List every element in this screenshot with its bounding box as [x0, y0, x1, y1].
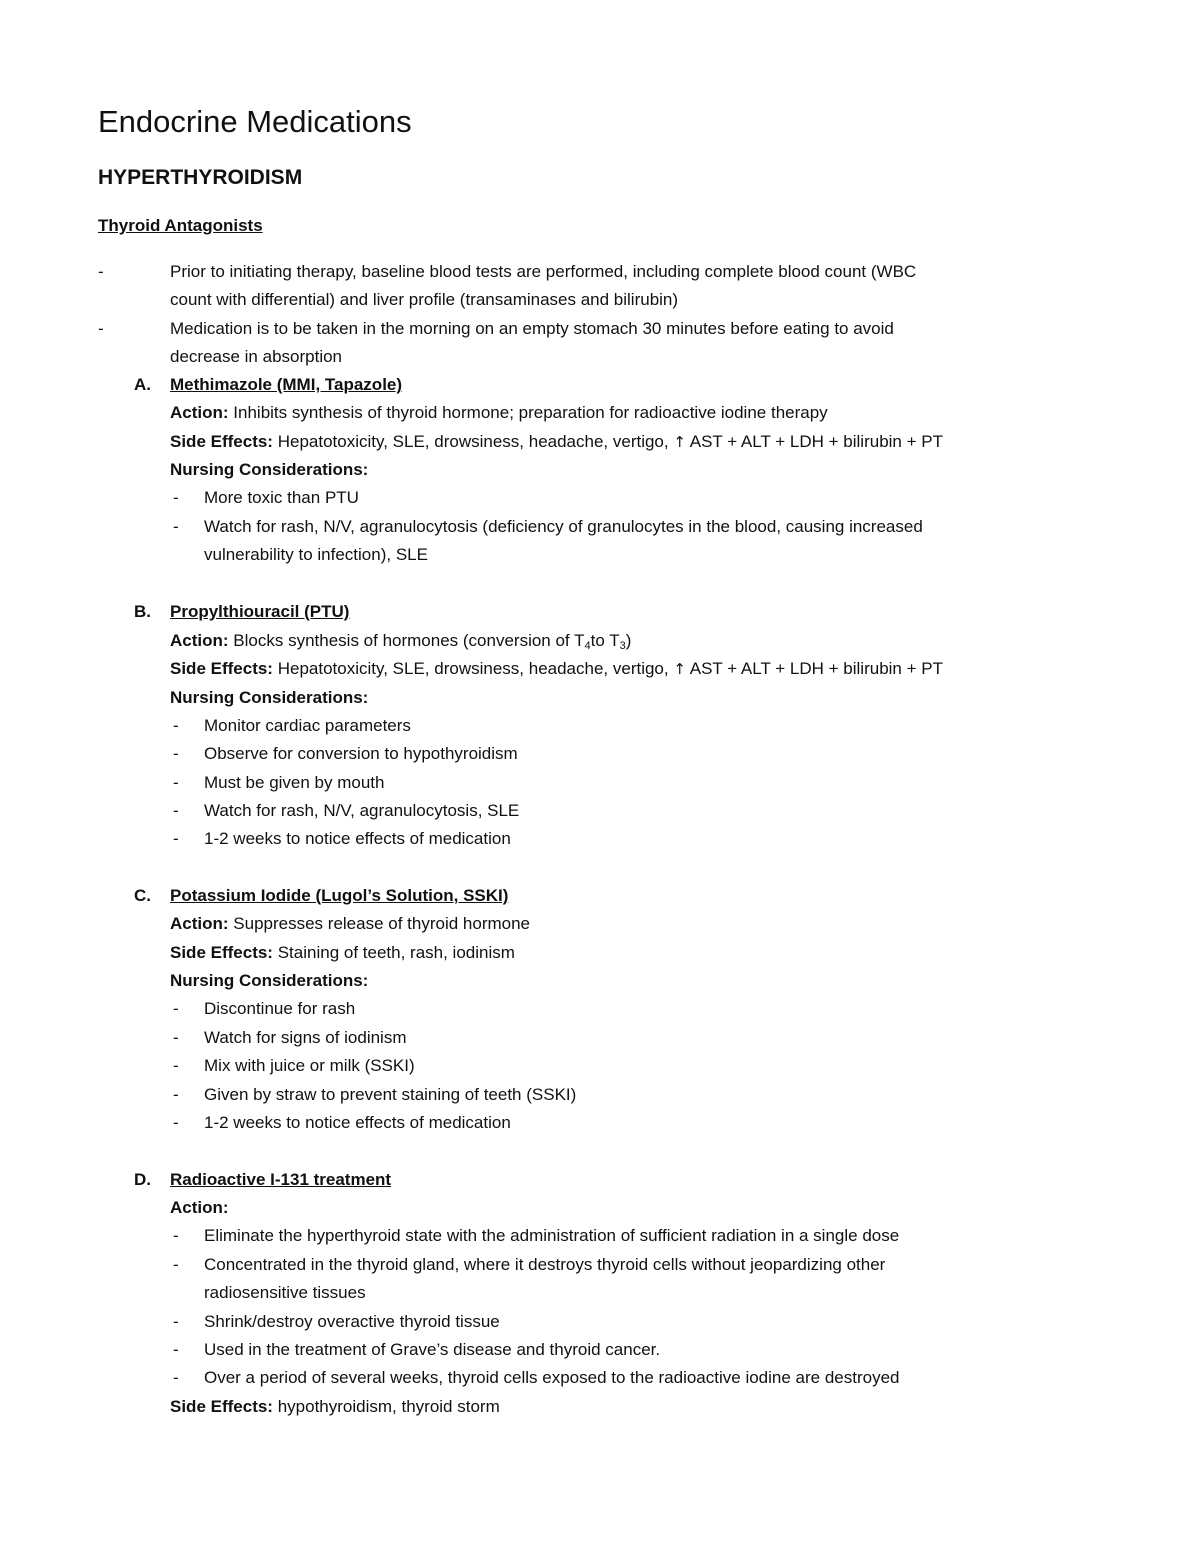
- section-heading: HYPERTHYROIDISM: [98, 166, 303, 189]
- drug-letter: A.: [134, 375, 151, 394]
- action-text: Eliminate the hyperthyroid state with the administration of sufficient radiation in a single dose: [204, 1226, 900, 1245]
- subscript: 3: [619, 640, 626, 652]
- document-title: Endocrine Medications: [98, 104, 412, 139]
- dash-marker: [173, 1024, 193, 1052]
- dash-marker: [173, 995, 193, 1023]
- side-effects-text: Hepatotoxicity, SLE, drowsiness, headache, vertigo,: [277, 432, 669, 451]
- nursing-text: Discontinue for rash: [204, 999, 356, 1018]
- drug-letter: D.: [134, 1170, 151, 1189]
- bullet-text: Prior to initiating therapy, baseline blood tests are performed, including complete blood count (WBC: [170, 262, 917, 281]
- side-effects-label: Side Effects:: [170, 432, 273, 451]
- dash-marker: [173, 1222, 193, 1250]
- side-effects-text: hypothyroidism, thyroid storm: [277, 1397, 500, 1416]
- action-text: radiosensitive tissues: [204, 1283, 366, 1302]
- nursing-text: 1-2 weeks to notice effects of medication: [204, 829, 511, 848]
- drug-letter: B.: [134, 602, 151, 621]
- nursing-text: Watch for signs of iodinism: [204, 1028, 407, 1047]
- side-effects-text: AST + ALT + LDH + bilirubin + PT: [689, 659, 943, 678]
- drug-name: Radioactive I-131 treatment: [170, 1170, 392, 1189]
- dash-marker: [173, 740, 193, 768]
- nursing-text: 1-2 weeks to notice effects of medication: [204, 1113, 511, 1132]
- dash-marker: [173, 1308, 193, 1336]
- nursing-text: Monitor cardiac parameters: [204, 716, 411, 735]
- action-text: to T: [590, 631, 620, 650]
- action-text: Over a period of several weeks, thyroid cells exposed to the radioactive iodine are destroyed: [204, 1368, 900, 1387]
- action-label: Action:: [170, 1198, 229, 1217]
- up-arrow-icon: ↑: [673, 433, 686, 451]
- drug-name: Methimazole (MMI, Tapazole): [170, 375, 403, 394]
- dash-marker: [173, 712, 193, 740]
- nursing-text: Watch for rash, N/V, agranulocytosis, SLE: [204, 801, 520, 820]
- action-text: Used in the treatment of Grave’s disease and thyroid cancer.: [204, 1340, 661, 1359]
- side-effects-label: Side Effects:: [170, 659, 273, 678]
- bullet-text: count with differential) and liver profile (transaminases and bilirubin): [170, 290, 679, 309]
- side-effects-text: Hepatotoxicity, SLE, drowsiness, headache, vertigo,: [277, 659, 669, 678]
- bullet-text: decrease in absorption: [170, 347, 343, 366]
- dash-marker: [173, 825, 193, 853]
- subheading: Thyroid Antagonists: [98, 216, 263, 235]
- side-effects-label: Side Effects:: [170, 1397, 273, 1416]
- dash-marker: [173, 1109, 193, 1137]
- nursing-text: Mix with juice or milk (SSKI): [204, 1056, 415, 1075]
- action-text: Shrink/destroy overactive thyroid tissue: [204, 1312, 500, 1331]
- side-effects-label: Side Effects:: [170, 943, 273, 962]
- nursing-text: Watch for rash, N/V, agranulocytosis (deficiency of granulocytes in the blood, causing increased: [204, 517, 923, 536]
- nursing-text: Observe for conversion to hypothyroidism: [204, 744, 518, 763]
- up-arrow-icon: ↑: [673, 660, 686, 678]
- nursing-text: Must be given by mouth: [204, 773, 385, 792]
- side-effects-text: Staining of teeth, rash, iodinism: [277, 943, 515, 962]
- dash-marker: [173, 1251, 193, 1279]
- dash-marker: [98, 258, 118, 286]
- drug-name: Propylthiouracil (PTU): [170, 602, 350, 621]
- nursing-text: vulnerability to infection), SLE: [204, 545, 428, 564]
- dash-marker: [173, 797, 193, 825]
- drug-name: Potassium Iodide (Lugol’s Solution, SSKI): [170, 886, 509, 905]
- dash-marker: [173, 1081, 193, 1109]
- drug-letter: C.: [134, 886, 151, 905]
- action-text: ): [625, 631, 632, 650]
- action-text: Inhibits synthesis of thyroid hormone; preparation for radioactive iodine therapy: [233, 403, 828, 422]
- dash-marker: [173, 1052, 193, 1080]
- action-label: Action:: [170, 403, 229, 422]
- nursing-label: Nursing Considerations:: [170, 971, 369, 990]
- dash-marker: [173, 513, 193, 541]
- document-page: [98, 100, 1108, 1416]
- bullet-text: Medication is to be taken in the morning on an empty stomach 30 minutes before eating to avoid: [170, 319, 894, 338]
- dash-marker: [98, 315, 118, 343]
- nursing-text: More toxic than PTU: [204, 488, 359, 507]
- dash-marker: [173, 484, 193, 512]
- subscript: 4: [584, 640, 591, 652]
- action-text: Concentrated in the thyroid gland, where it destroys thyroid cells without jeopardizing other: [204, 1255, 886, 1274]
- nursing-text: Given by straw to prevent staining of teeth (SSKI): [204, 1085, 577, 1104]
- action-text: Suppresses release of thyroid hormone: [233, 914, 531, 933]
- nursing-label: Nursing Considerations:: [170, 688, 369, 707]
- action-text: Blocks synthesis of hormones (conversion of T: [233, 631, 585, 650]
- action-label: Action:: [170, 631, 229, 650]
- side-effects-text: AST + ALT + LDH + bilirubin + PT: [689, 432, 943, 451]
- action-label: Action:: [170, 914, 229, 933]
- dash-marker: [173, 1364, 193, 1392]
- dash-marker: [173, 1336, 193, 1364]
- nursing-label: Nursing Considerations:: [170, 460, 369, 479]
- dash-marker: [173, 769, 193, 797]
